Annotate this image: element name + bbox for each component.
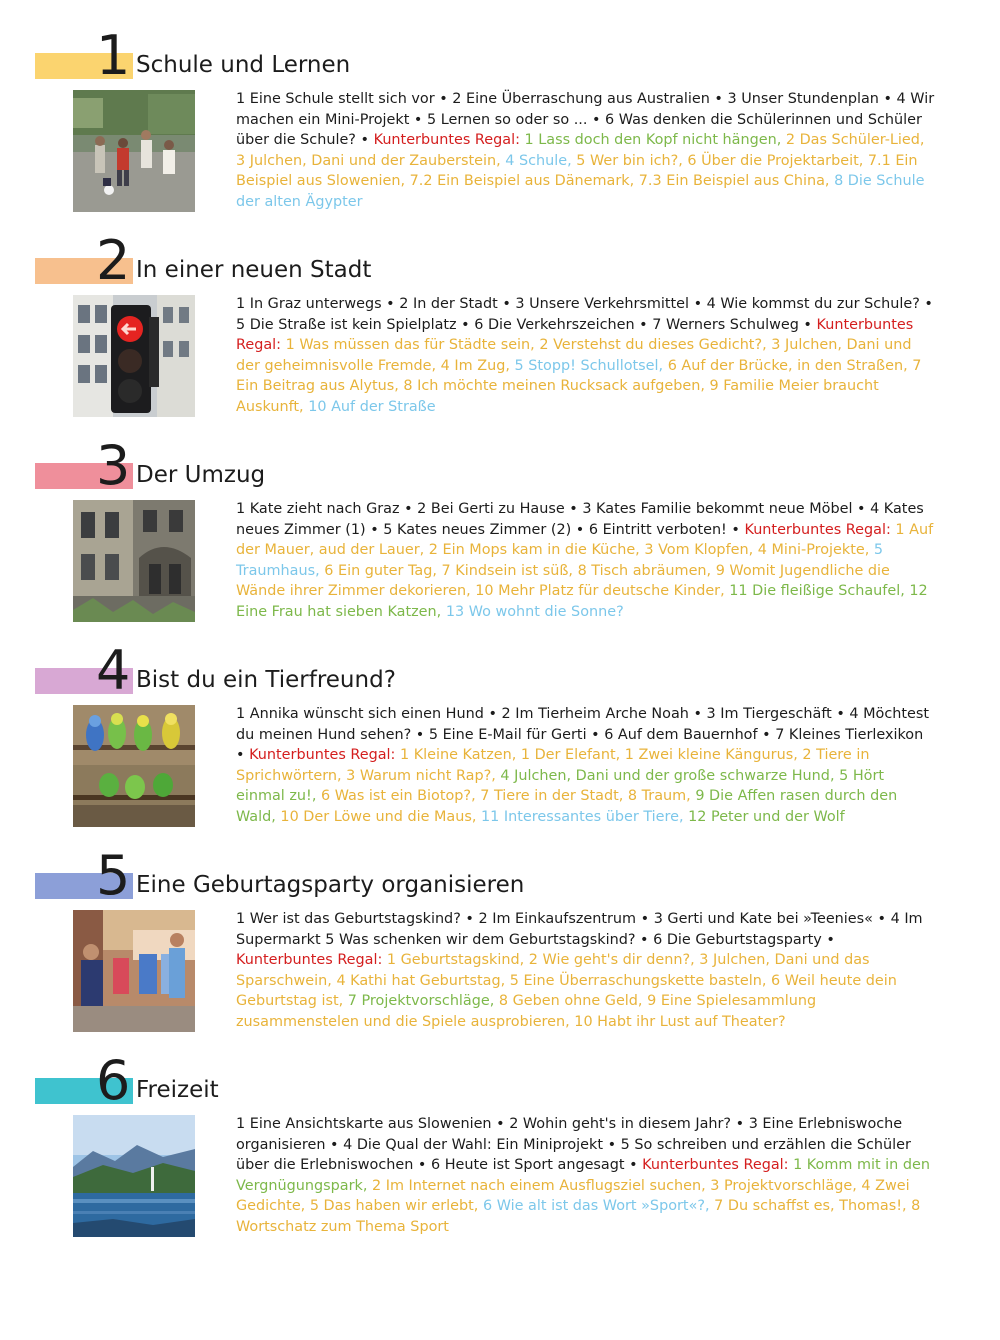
regal-item: 7 Ein Beitrag aus Alytus,	[236, 357, 922, 395]
regal-item: 9 Familie Meier braucht Auskunft,	[236, 378, 879, 415]
chapter-contents	[236, 1114, 936, 1238]
regal-item: 10 Auf der Straße	[308, 398, 436, 415]
regal-item: 6 Weil heute dein Geburtstag ist,	[236, 972, 897, 1010]
regal-item: 10 Der Löwe und die Maus,	[280, 808, 477, 825]
regal-item: 5 Stopp! Schullotsel,	[514, 357, 664, 374]
regal-item: 4 Zwei Gedichte,	[236, 1177, 910, 1215]
regal-item: 7.3 Ein Beispiel aus China,	[638, 173, 830, 190]
regal-label: Kunterbuntes Regal:	[744, 521, 891, 538]
regal-label: Kunterbuntes Regal:	[236, 952, 383, 969]
regal-item: 10 Mehr Platz für deutsche Kinder,	[475, 583, 725, 600]
chapter-number: 2	[96, 229, 131, 292]
regal-item: 1 Komm mit in den Vergnügungspark,	[236, 1157, 930, 1194]
regal-item: 6 Wie alt ist das Wort »Sport«?,	[482, 1198, 710, 1215]
regal-item: 7.2 Ein Beispiel aus Dänemark,	[409, 173, 635, 190]
chapter-title: Freizeit	[136, 1077, 219, 1103]
regal-item: 4 Julchen, Dani und der große schwarze Hund,	[500, 767, 835, 784]
regal-item: 4 Im Zug,	[440, 357, 510, 374]
chapter-5	[0, 844, 1000, 1060]
regal-item: 10 Habt ihr Lust auf Theater?	[574, 1013, 786, 1030]
regal-item: 5 Das haben wir erlebt,	[309, 1198, 479, 1215]
lake-landscape-photo	[73, 1115, 195, 1237]
regal-item: 2 Verstehst du dieses Gedicht?,	[539, 337, 767, 354]
chapter-title: In einer neuen Stadt	[136, 257, 372, 283]
building-facade-photo	[73, 500, 195, 622]
lessons-list: 1 Annika wünscht sich einen Hund • 2 Im Tierheim Arche Noah • 3 Im Tiergeschäft • 4 Möchtest du meinen Hund sehen? • 5 Eine E-Mail für Gerti • 6 Auf dem Bauernhof • 7 Kleines Tierlexikon •	[236, 706, 930, 764]
regal-item: 7 Du schaffst es, Thomas!,	[714, 1198, 907, 1215]
chapter-number: 3	[96, 434, 131, 497]
chapter-title: Bist du ein Tierfreund?	[136, 667, 396, 693]
regal-item: 2 Tiere in Sprichwörtern,	[236, 747, 870, 784]
regal-item: 11 Interessantes über Tiere,	[481, 808, 684, 825]
chapter-number: 1	[96, 24, 131, 87]
regal-item: 2 Ein Mops kam in die Küche,	[428, 542, 640, 559]
regal-item: 3 Julchen, Dani und der geheimnisvolle Fremde,	[236, 337, 912, 374]
lessons-list: 1 Eine Schule stellt sich vor • 2 Eine Überraschung aus Australien • 3 Unser Stundenplan • 4 Wir machen ein Mini-Projekt • 5 Lernen so oder so ... • 6 Was denken die Schülerinnen und Schüler über die Schule? •	[236, 91, 935, 149]
regal-label: Kunterbuntes Regal:	[642, 1157, 789, 1174]
regal-item: 2 Wie geht's dir denn?,	[528, 952, 695, 969]
soccer-kids-photo	[73, 90, 195, 212]
regal-item: 9 Womit Jugendliche die Wände ihrer Zimmer dekorieren,	[236, 562, 890, 600]
regal-item: 3 Julchen, Dani und das Sparschwein,	[236, 952, 870, 989]
regal-item: 5 Hört einmal zu!,	[236, 767, 885, 805]
regal-item: 3 Warum nicht Rap?,	[346, 767, 496, 784]
regal-item: 7 Kindsein ist süß,	[441, 562, 573, 579]
chapter-1	[0, 24, 1000, 240]
chapter-title: Schule und Lernen	[136, 52, 351, 78]
regal-item: 9 Die Affen rasen durch den Wald,	[236, 788, 898, 825]
regal-item: 2 Das Schüler-Lied,	[785, 132, 925, 149]
chapter-4	[0, 639, 1000, 855]
chapter-title: Eine Geburtagsparty organisieren	[136, 872, 525, 898]
regal-item: 1 Der Elefant,	[520, 747, 621, 764]
lessons-list: 1 Kate zieht nach Graz • 2 Bei Gerti zu Hause • 3 Kates Familie bekommt neue Möbel • 4 Kates neues Zimmer (1) • 5 Kates neues Zimmer (2) • 6 Eintritt verboten! •	[236, 501, 924, 538]
chapter-number: 4	[96, 639, 131, 702]
regal-item: 1 Lass doch den Kopf nicht hängen,	[524, 132, 782, 149]
regal-item: 7 Projektvorschläge,	[347, 993, 495, 1010]
regal-item: 1 Kleine Katzen,	[399, 747, 517, 764]
regal-item: 6 Ein guter Tag,	[324, 562, 437, 579]
regal-item: 6 Auf der Brücke, in den Straßen,	[667, 357, 908, 374]
shopping-photo	[73, 910, 195, 1032]
regal-item: 11 Die fleißige Schaufel,	[729, 583, 905, 600]
regal-label: Kunterbuntes Regal:	[236, 316, 914, 354]
lessons-list: 1 In Graz unterwegs • 2 In der Stadt • 3 Unsere Verkehrsmittel • 4 Wie kommst du zur Schule? • 5 Die Straße ist kein Spielplatz • 6 Die Verkehrszeichen • 7 Werners Schulweg •	[236, 296, 933, 333]
lessons-list: 1 Eine Ansichtskarte aus Slowenien • 2 Wohin geht's in diesem Jahr? • 3 Eine Erlebniswoche organisieren • 4 Die Qual der Wahl: Ein Miniprojekt • 5 So schreiben und erzählen die Schüler über die Erlebniswochen • 6 Heute ist Sport angesagt •	[236, 1116, 911, 1174]
regal-item: 1 Was müssen das für Städte sein,	[285, 337, 535, 354]
lessons-list: 1 Wer ist das Geburtstagskind? • 2 Im Einkaufszentrum • 3 Gerti und Kate bei »Teenies« • 4 Im Supermarkt 5 Was schenken wir dem Geburtstagskind? • 6 Die Geburtstagsparty •	[236, 911, 923, 948]
chapter-2	[0, 229, 1000, 445]
chapter-contents	[236, 89, 936, 213]
chapter-number: 5	[96, 844, 131, 907]
parrots-photo	[73, 705, 195, 827]
regal-item: 6 Was ist ein Biotop?,	[320, 788, 476, 805]
regal-item: 3 Vom Klopfen,	[644, 542, 754, 559]
chapter-contents	[236, 499, 936, 623]
regal-item: 2 Im Internet nach einem Ausflugsziel suchen,	[371, 1177, 706, 1194]
chapter-contents	[236, 294, 936, 418]
chapter-title: Der Umzug	[136, 462, 266, 488]
regal-item: 3 Projektvorschläge,	[710, 1177, 857, 1194]
regal-item: 12 Eine Frau hat sieben Katzen,	[236, 583, 928, 620]
chapter-6	[0, 1049, 1000, 1265]
regal-item: 7 Tiere in der Stadt,	[480, 788, 624, 805]
regal-label: Kunterbuntes Regal:	[373, 132, 520, 149]
regal-item: 3 Julchen, Dani und der Zauberstein,	[236, 152, 501, 169]
chapter-contents	[236, 909, 936, 1033]
regal-item: 9 Eine Spielesammlung zusammenstelen und die Spiele ausprobieren,	[236, 993, 817, 1030]
chapter-number: 6	[96, 1049, 131, 1112]
regal-item: 13 Wo wohnt die Sonne?	[445, 603, 624, 620]
regal-item: 1 Zwei kleine Kängurus,	[624, 747, 798, 764]
regal-item: 8 Wortschatz zum Thema Sport	[236, 1198, 921, 1235]
chapter-3	[0, 434, 1000, 650]
regal-item: 4 Schule,	[505, 152, 572, 169]
regal-item: 12 Peter und der Wolf	[688, 808, 845, 825]
regal-item: 4 Mini-Projekte,	[757, 542, 870, 559]
traffic-light-photo	[73, 295, 195, 417]
regal-item: 4 Kathi hat Geburtstag,	[336, 972, 506, 989]
chapter-contents	[236, 704, 936, 828]
regal-item: 8 Die Schule der alten Ägypter	[236, 173, 925, 210]
regal-item: 8 Ich möchte meinen Rucksack aufgeben,	[403, 378, 705, 395]
regal-item: 8 Traum,	[627, 788, 691, 805]
regal-label: Kunterbuntes Regal:	[249, 747, 396, 764]
regal-item: 1 Auf der Mauer, aud der Lauer,	[236, 521, 934, 559]
regal-item: 8 Geben ohne Geld,	[498, 993, 643, 1010]
regal-item: 5 Eine Überraschungskette basteln,	[509, 972, 767, 989]
regal-item: 8 Tisch abräumen,	[577, 562, 712, 579]
regal-item: 5 Traumhaus,	[236, 542, 884, 579]
regal-item: 5 Wer bin ich?,	[576, 152, 683, 169]
regal-item: 6 Über die Projektarbeit,	[687, 152, 864, 169]
regal-item: 1 Geburtstagskind,	[386, 952, 525, 969]
regal-item: 7.1 Ein Beispiel aus Slowenien,	[236, 152, 918, 190]
